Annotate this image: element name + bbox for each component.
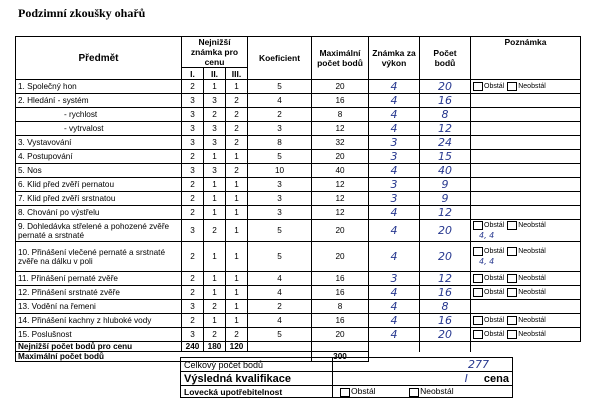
row-notes xyxy=(471,242,581,272)
row-prize-3: 1 xyxy=(226,242,248,272)
row-prize-2: 2 xyxy=(204,300,226,314)
row-prize-3: 2 xyxy=(226,164,248,178)
row-grade[interactable]: 4 xyxy=(390,314,398,327)
table-row xyxy=(16,122,581,136)
row-prize-2: 1 xyxy=(204,314,226,328)
row-grade[interactable]: 4 xyxy=(390,224,398,237)
row-max-points: 20 xyxy=(312,80,369,94)
fail-label: Neobstál xyxy=(518,248,546,255)
row-max-points: 12 xyxy=(312,206,369,220)
pass-label: Obstál xyxy=(484,289,505,296)
fail-checkbox[interactable] xyxy=(507,316,517,325)
row-prize-2: 3 xyxy=(204,136,226,150)
row-prize-2: 1 xyxy=(204,206,226,220)
row-grade[interactable]: 4 xyxy=(390,80,398,93)
row-prize-1: 3 xyxy=(182,136,204,150)
pass-checkbox[interactable] xyxy=(473,288,483,297)
row-points[interactable]: 9 xyxy=(441,192,449,205)
row-coefficient: 5 xyxy=(248,150,312,164)
hunting-label: Lovecká upotřebitelnost xyxy=(181,386,333,398)
pass-label: Obstál xyxy=(484,83,505,90)
row-prize-1: 3 xyxy=(182,328,204,342)
pass-checkbox[interactable] xyxy=(473,330,483,339)
header-grade: Známka za výkon xyxy=(369,37,420,80)
row-points[interactable]: 15 xyxy=(438,150,452,163)
table-row xyxy=(16,178,581,192)
row-subject: 5. Nos xyxy=(16,164,182,178)
total-points-value[interactable]: 277 xyxy=(468,358,489,371)
row-notes xyxy=(471,136,581,150)
pass-checkbox[interactable] xyxy=(473,247,483,256)
row-max-points: 16 xyxy=(312,314,369,328)
pass-label: Obstál xyxy=(484,248,505,255)
row-notes xyxy=(471,122,581,136)
result-table xyxy=(180,357,513,398)
table-row xyxy=(16,108,581,122)
row-prize-3: 1 xyxy=(226,272,248,286)
row-note[interactable]: 4, 4 xyxy=(479,231,495,240)
row-subject: 1. Společný hon xyxy=(16,80,182,94)
table-row xyxy=(16,242,581,272)
row-grade[interactable]: 3 xyxy=(390,136,398,149)
header-points: Počet bodů xyxy=(420,37,471,80)
hunting-pass-checkbox[interactable] xyxy=(340,388,350,397)
qualification-suffix: cena xyxy=(483,373,509,385)
fail-label: Neobstál xyxy=(518,331,546,338)
row-coefficient: 5 xyxy=(248,242,312,272)
row-coefficient: 2 xyxy=(248,300,312,314)
row-notes xyxy=(471,94,581,108)
row-max-points: 12 xyxy=(312,122,369,136)
min-total-3: 120 xyxy=(226,342,248,352)
row-grade[interactable]: 4 xyxy=(390,250,398,263)
row-coefficient: 5 xyxy=(248,328,312,342)
row-prize-1: 3 xyxy=(182,220,204,242)
row-points[interactable]: 16 xyxy=(438,94,452,107)
row-points[interactable]: 20 xyxy=(438,80,452,93)
fail-checkbox[interactable] xyxy=(507,274,517,283)
page-title: Podzimní zkoušky ohařů xyxy=(18,6,146,20)
table-row xyxy=(16,220,581,242)
row-prize-1: 2 xyxy=(182,150,204,164)
row-prize-1: 2 xyxy=(182,192,204,206)
row-prize-3: 1 xyxy=(226,192,248,206)
row-grade[interactable]: 4 xyxy=(390,328,398,341)
row-coefficient: 4 xyxy=(248,272,312,286)
header-min-grade: Nejnižší známka pro cenu xyxy=(182,37,248,68)
row-notes xyxy=(471,150,581,164)
row-max-points: 16 xyxy=(312,94,369,108)
min-total-label: Nejnižší počet bodů pro cenu xyxy=(16,342,182,352)
header-max-points: Maximální počet bodů xyxy=(312,37,369,80)
fail-label: Neobstál xyxy=(518,83,546,90)
row-max-points: 16 xyxy=(312,286,369,300)
row-grade[interactable]: 4 xyxy=(390,108,398,121)
row-prize-3: 1 xyxy=(226,80,248,94)
row-coefficient: 3 xyxy=(248,178,312,192)
row-prize-1: 2 xyxy=(182,286,204,300)
min-total-1: 240 xyxy=(182,342,204,352)
row-subject: 11. Přinášení pernaté zvěře xyxy=(16,272,182,286)
fail-label: Neobstál xyxy=(518,222,546,229)
row-subject: 14. Přinášení kachny z hluboké vody xyxy=(16,314,182,328)
table-row xyxy=(16,192,581,206)
row-grade[interactable]: 4 xyxy=(390,286,398,299)
row-notes xyxy=(471,328,581,342)
row-prize-2: 3 xyxy=(204,164,226,178)
row-prize-2: 1 xyxy=(204,286,226,300)
row-prize-2: 3 xyxy=(204,94,226,108)
fail-checkbox[interactable] xyxy=(507,221,517,230)
row-prize-1: 2 xyxy=(182,242,204,272)
total-points-label: Celkový počet bodů xyxy=(181,358,333,372)
row-points[interactable]: 20 xyxy=(438,224,452,237)
row-points[interactable]: 9 xyxy=(441,178,449,191)
row-max-points: 12 xyxy=(312,178,369,192)
row-note[interactable]: 4, 4 xyxy=(479,257,495,266)
table-row xyxy=(16,150,581,164)
pass-label: Obstál xyxy=(484,222,505,229)
row-notes xyxy=(471,192,581,206)
row-prize-1: 2 xyxy=(182,80,204,94)
row-notes xyxy=(471,206,581,220)
row-notes xyxy=(471,300,581,314)
row-notes xyxy=(471,164,581,178)
pass-checkbox[interactable] xyxy=(473,221,483,230)
row-points[interactable]: 8 xyxy=(441,108,449,121)
row-subject: 10. Přinášení vlečené pernaté a srstnaté zvěře na dálku v poli xyxy=(16,242,182,272)
row-subject: 6. Klid před zvěří pernatou xyxy=(16,178,182,192)
row-points[interactable]: 20 xyxy=(438,250,452,263)
row-coefficient: 4 xyxy=(248,286,312,300)
min-total-2: 180 xyxy=(204,342,226,352)
row-subject: - rychlost xyxy=(16,108,182,122)
qualification-value[interactable]: I xyxy=(464,372,468,385)
fail-checkbox[interactable] xyxy=(507,288,517,297)
table-row xyxy=(16,136,581,150)
row-max-points: 20 xyxy=(312,220,369,242)
score-table xyxy=(15,36,581,362)
row-grade[interactable]: 4 xyxy=(390,122,398,135)
pass-checkbox[interactable] xyxy=(473,82,483,91)
row-prize-2: 2 xyxy=(204,220,226,242)
fail-checkbox[interactable] xyxy=(507,330,517,339)
row-prize-3: 1 xyxy=(226,314,248,328)
max-total-value: 300 xyxy=(312,352,369,362)
row-coefficient: 10 xyxy=(248,164,312,178)
row-coefficient: 5 xyxy=(248,220,312,242)
row-points[interactable]: 16 xyxy=(438,314,452,327)
hunting-fail-checkbox[interactable] xyxy=(409,388,419,397)
table-row xyxy=(16,206,581,220)
row-prize-1: 3 xyxy=(182,108,204,122)
row-max-points: 8 xyxy=(312,300,369,314)
row-coefficient: 8 xyxy=(248,136,312,150)
row-grade[interactable]: 3 xyxy=(390,150,398,163)
row-max-points: 12 xyxy=(312,192,369,206)
row-coefficient: 3 xyxy=(248,122,312,136)
pass-label: Obstál xyxy=(484,317,505,324)
row-coefficient: 4 xyxy=(248,314,312,328)
row-prize-1: 2 xyxy=(182,206,204,220)
row-subject: 3. Vystavování xyxy=(16,136,182,150)
row-subject: 13. Vodění na řemeni xyxy=(16,300,182,314)
row-notes xyxy=(471,272,581,286)
row-grade[interactable]: 3 xyxy=(390,192,398,205)
hunting-fail-label: Neobstál xyxy=(420,386,454,397)
row-prize-2: 1 xyxy=(204,242,226,272)
row-prize-1: 2 xyxy=(182,272,204,286)
table-row xyxy=(16,286,581,300)
row-grade[interactable]: 3 xyxy=(390,272,398,285)
header-prize-2: II. xyxy=(204,68,226,80)
row-prize-2: 2 xyxy=(204,328,226,342)
header-notes: Poznámka xyxy=(471,37,581,80)
header-subject: Předmět xyxy=(16,37,182,80)
row-prize-3: 2 xyxy=(226,328,248,342)
fail-label: Neobstál xyxy=(518,275,546,282)
row-prize-3: 2 xyxy=(226,108,248,122)
row-prize-3: 1 xyxy=(226,178,248,192)
row-max-points: 40 xyxy=(312,164,369,178)
table-row xyxy=(16,80,581,94)
row-max-points: 20 xyxy=(312,328,369,342)
row-notes xyxy=(471,220,581,242)
row-prize-2: 3 xyxy=(204,122,226,136)
row-grade[interactable]: 4 xyxy=(390,164,398,177)
row-subject: 7. Klid před zvěří srstnatou xyxy=(16,192,182,206)
table-row xyxy=(16,272,581,286)
row-max-points: 8 xyxy=(312,108,369,122)
row-coefficient: 2 xyxy=(248,108,312,122)
row-points[interactable]: 24 xyxy=(438,136,452,149)
row-grade[interactable]: 4 xyxy=(390,206,398,219)
row-grade[interactable]: 4 xyxy=(390,300,398,313)
row-prize-1: 2 xyxy=(182,314,204,328)
header-coefficient: Koeficient xyxy=(248,37,312,80)
row-points[interactable]: 12 xyxy=(438,272,452,285)
row-points[interactable]: 12 xyxy=(438,122,452,135)
pass-label: Obstál xyxy=(484,275,505,282)
row-subject: 12. Přinášení srstnaté zvěře xyxy=(16,286,182,300)
fail-checkbox[interactable] xyxy=(507,82,517,91)
row-points[interactable]: 20 xyxy=(438,328,452,341)
row-notes xyxy=(471,314,581,328)
row-points[interactable]: 16 xyxy=(438,286,452,299)
table-row xyxy=(16,314,581,328)
row-prize-3: 2 xyxy=(226,122,248,136)
row-prize-2: 1 xyxy=(204,80,226,94)
row-subject: 4. Postupování xyxy=(16,150,182,164)
pass-label: Obstál xyxy=(484,331,505,338)
row-prize-3: 1 xyxy=(226,206,248,220)
row-max-points: 20 xyxy=(312,242,369,272)
pass-checkbox[interactable] xyxy=(473,316,483,325)
row-notes xyxy=(471,286,581,300)
row-grade[interactable]: 3 xyxy=(390,178,398,191)
row-prize-1: 3 xyxy=(182,122,204,136)
row-subject: - vytrvalost xyxy=(16,122,182,136)
fail-label: Neobstál xyxy=(518,317,546,324)
row-prize-1: 3 xyxy=(182,94,204,108)
row-max-points: 16 xyxy=(312,272,369,286)
row-prize-3: 2 xyxy=(226,136,248,150)
row-coefficient: 4 xyxy=(248,94,312,108)
row-prize-2: 1 xyxy=(204,150,226,164)
row-subject: 2. Hledání - systém xyxy=(16,94,182,108)
row-grade[interactable]: 4 xyxy=(390,94,398,107)
row-notes xyxy=(471,108,581,122)
row-prize-3: 1 xyxy=(226,150,248,164)
header-prize-3: III. xyxy=(226,68,248,80)
row-subject: 15. Poslušnost xyxy=(16,328,182,342)
pass-checkbox[interactable] xyxy=(473,274,483,283)
row-prize-2: 1 xyxy=(204,192,226,206)
fail-checkbox[interactable] xyxy=(507,247,517,256)
table-row xyxy=(16,94,581,108)
row-prize-1: 3 xyxy=(182,164,204,178)
table-row xyxy=(16,164,581,178)
fail-label: Neobstál xyxy=(518,289,546,296)
qualification-label: Výsledná kvalifikace xyxy=(181,372,333,386)
row-max-points: 32 xyxy=(312,136,369,150)
row-prize-2: 1 xyxy=(204,272,226,286)
row-points[interactable]: 8 xyxy=(441,300,449,313)
row-prize-3: 2 xyxy=(226,94,248,108)
row-coefficient: 5 xyxy=(248,80,312,94)
table-row xyxy=(16,300,581,314)
row-prize-2: 2 xyxy=(204,108,226,122)
row-subject: 9. Dohledávka střelené a pohozené zvěře pernaté a srstnaté xyxy=(16,220,182,242)
row-points[interactable]: 40 xyxy=(438,164,452,177)
row-prize-3: 1 xyxy=(226,286,248,300)
row-prize-3: 1 xyxy=(226,300,248,314)
table-row xyxy=(16,328,581,342)
row-points[interactable]: 12 xyxy=(438,206,452,219)
hunting-pass-label: Obstál xyxy=(351,386,376,397)
row-prize-3: 1 xyxy=(226,220,248,242)
row-notes xyxy=(471,80,581,94)
row-coefficient: 3 xyxy=(248,206,312,220)
max-total-label: Maximální počet bodů xyxy=(16,352,312,362)
row-prize-1: 2 xyxy=(182,178,204,192)
header-prize-1: I. xyxy=(182,68,204,80)
row-notes xyxy=(471,178,581,192)
row-prize-2: 1 xyxy=(204,178,226,192)
row-coefficient: 3 xyxy=(248,192,312,206)
row-subject: 8. Chování po výstřelu xyxy=(16,206,182,220)
row-max-points: 20 xyxy=(312,150,369,164)
row-prize-1: 3 xyxy=(182,300,204,314)
